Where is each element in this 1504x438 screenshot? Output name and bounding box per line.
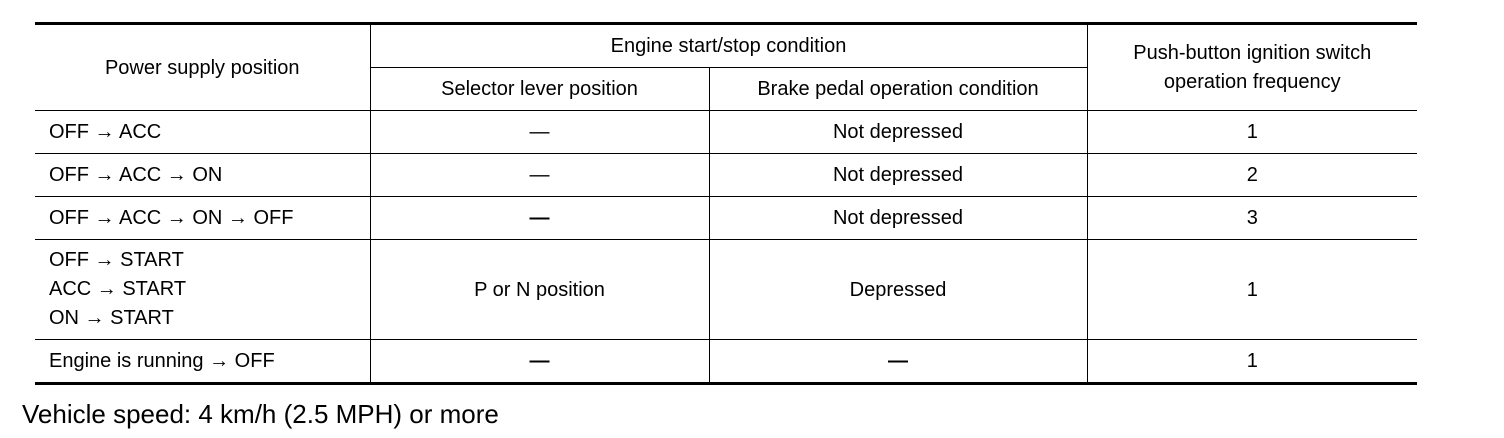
selector-cell: — — [370, 197, 709, 240]
power-supply-line: ACC → START — [49, 278, 187, 300]
power-supply-cell: OFF → ACC — [35, 111, 370, 154]
header-power-supply-position: Power supply position — [35, 24, 370, 111]
condition-table-container — [35, 22, 1417, 385]
power-supply-line: OFF → START — [49, 249, 184, 271]
selector-cell: — — [370, 111, 709, 154]
brake-cell: Not depressed — [709, 197, 1087, 240]
table-row — [35, 340, 1417, 384]
header-frequency-line1: Push-button ignition switch — [1133, 41, 1372, 64]
header-operation-frequency — [1087, 24, 1417, 111]
brake-cell: Depressed — [709, 240, 1087, 340]
table-row — [35, 240, 1417, 340]
power-supply-cell: OFF → ACC → ON — [35, 154, 370, 197]
header-brake-pedal-condition: Brake pedal operation condition — [709, 68, 1087, 111]
power-supply-cell — [35, 240, 370, 340]
header-selector-lever-position: Selector lever position — [370, 68, 709, 111]
frequency-cell: 1 — [1087, 240, 1417, 340]
frequency-cell: 1 — [1087, 111, 1417, 154]
selector-cell: — — [370, 154, 709, 197]
header-engine-condition: Engine start/stop condition — [370, 24, 1087, 68]
frequency-cell: 3 — [1087, 197, 1417, 240]
vehicle-speed-note: Vehicle speed: 4 km/h (2.5 MPH) or more — [22, 399, 499, 429]
header-row-1 — [35, 24, 1417, 68]
brake-cell: — — [709, 340, 1087, 384]
push-button-condition-table — [35, 22, 1417, 385]
brake-cell: Not depressed — [709, 154, 1087, 197]
table-row — [35, 111, 1417, 154]
selector-cell: P or N position — [370, 240, 709, 340]
table-row — [35, 154, 1417, 197]
power-supply-cell: OFF → ACC → ON → OFF — [35, 197, 370, 240]
selector-cell: — — [370, 340, 709, 384]
header-frequency-line2: operation frequency — [1163, 70, 1341, 93]
frequency-cell: 2 — [1087, 154, 1417, 197]
table-row — [35, 197, 1417, 240]
power-supply-line: ON → START — [49, 307, 174, 329]
power-supply-cell: Engine is running → OFF — [35, 340, 370, 384]
frequency-cell: 1 — [1087, 340, 1417, 384]
brake-cell: Not depressed — [709, 111, 1087, 154]
